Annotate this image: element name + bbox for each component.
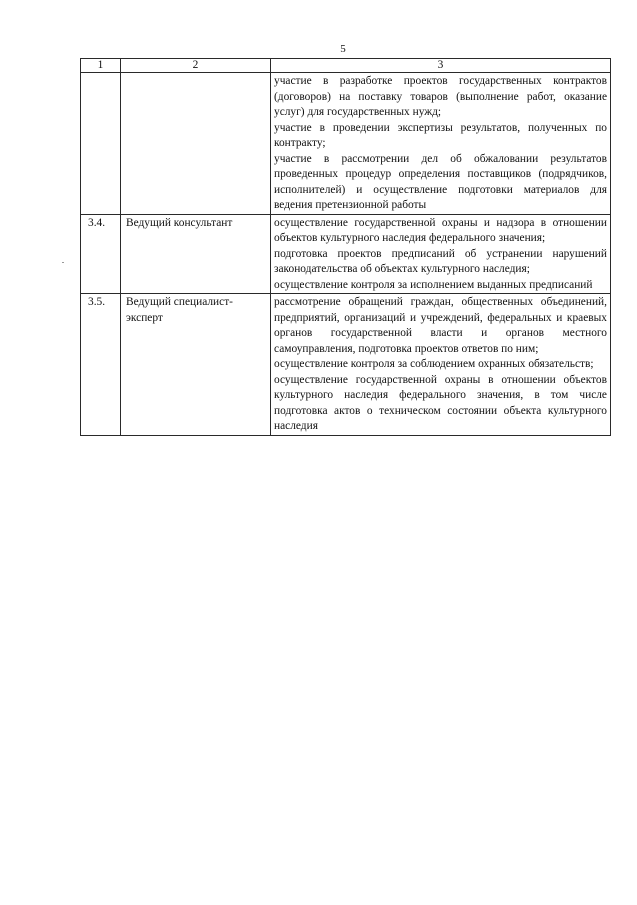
duty-item: осуществление государственной охраны и надзора в отношении объектов культурного наследия федерального значения; (274, 216, 607, 244)
header-row (81, 59, 611, 73)
duty-item: осуществление контроля за исполнением выданных предписаний (274, 278, 593, 291)
duties-list (271, 73, 611, 215)
duty-item: участие в проведении экспертизы результатов, полученных по контракту; (274, 121, 607, 149)
row-number (81, 73, 121, 215)
duty-item: осуществление контроля за соблюдением охранных обязательств; (274, 358, 594, 370)
duties-list (271, 214, 611, 294)
header-cell-1: 1 (81, 59, 121, 73)
position-name: Ведущий специалист-эксперт (121, 294, 271, 436)
duty-item: участие в рассмотрении дел об обжаловании результатов проведенных процедур определения поставщиков (подрядчиков, исполнителей) и осуществление подготовки материалов для ведения претензионной работы (274, 152, 607, 211)
header-cell-3: 3 (271, 59, 611, 73)
margin-mark (62, 262, 64, 263)
row-number: 3.5. (81, 294, 121, 436)
table-row-3-4 (81, 214, 611, 294)
table-row-3-5 (81, 294, 611, 436)
duties-table (80, 58, 611, 436)
duty-item: подготовка проектов предписаний об устранении нарушений законодательства об объектах культурного наследия; (274, 247, 607, 275)
position-name: Ведущий консультант (121, 214, 271, 294)
row-number: 3.4. (81, 214, 121, 294)
position-name (121, 73, 271, 215)
duty-item: рассмотрение обращений граждан, общественных объединений, предприятий, организаций и учреждений, федеральных и краевых органов государственной власти и органов местного самоуправления, подготовка проектов ответов по ним; (274, 296, 607, 355)
page-number: 5 (340, 43, 346, 55)
header-cell-2: 2 (121, 59, 271, 73)
duty-item: осуществление государственной охраны в отношении объектов культурного наследия федерального значения, в том числе подготовка актов о техническом состоянии объекта культурного наследия (274, 373, 607, 432)
duties-list (271, 294, 611, 436)
table-row-continuation (81, 73, 611, 215)
duty-item: участие в разработке проектов государственных контрактов (договоров) на поставку товаров (выполнение работ, оказание услуг) для государственных нужд; (274, 75, 607, 118)
